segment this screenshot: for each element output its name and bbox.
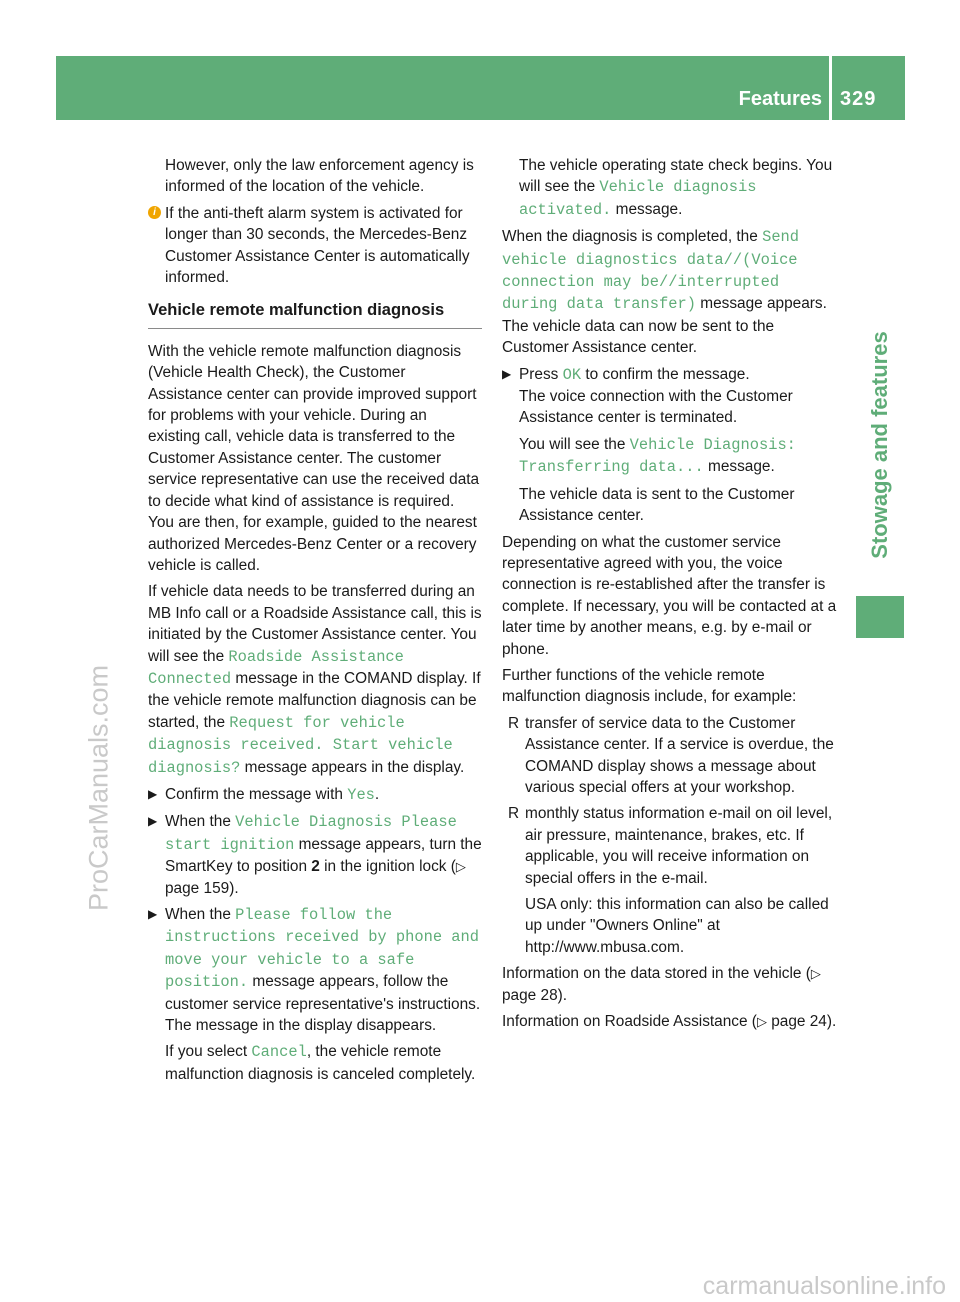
header-separator (829, 56, 832, 120)
display-message: Vehicle Diagnosis Please start ignition (165, 813, 457, 854)
section-heading: Vehicle remote malfunction diagnosis (148, 300, 482, 328)
paragraph: With the vehicle remote malfunction diagnosis (Vehicle Health Check), the Customer Assistance center can provide improved support for problems with your vehicle. During an existing call, vehicle data is transferred to the Customer Assistance center. The customer service representative can use the received data to decide what kind of assistance is required. You are then, for example, guided to the nearest authorized Mercedes-Benz Center or a recovery vehicle is called. (148, 342, 480, 574)
paragraph: If vehicle data needs to be transferred during an MB Info call or a Roadside Assistance call, this is initiated by the Customer Assistance center. You will see the Roadside Assistance Connected message in the COMAND display. If the vehicle remote malfunction diagnosis can be started, the Request for vehicle diagnosis received. Start vehicle diagnosis? message appears in the display. (148, 583, 482, 777)
display-message: Vehicle Diagnosis: Transferring data... (519, 435, 796, 477)
page-reference-icon: ▷ (455, 859, 466, 875)
right-column (502, 155, 838, 1037)
paragraph: Depending on what the customer service representative agreed with you, the voice connection is re-established after the transfer is complete. If necessary, you will be contacted at a later time by another means, e.g. by e-mail or phone. (502, 533, 837, 658)
paragraph: Further functions of the vehicle remote malfunction diagnosis include, for example: (502, 666, 797, 706)
bullet-item: R monthly status information e-mail on oil level, air pressure, maintenance, brakes, etc. If applicable, you will receive information on special offers in the e-mail. (508, 805, 833, 887)
paragraph: When the diagnosis is completed, the Send vehicle diagnostics data//(Voice connection may be//interrupted during data transfer) message appears. (502, 228, 827, 314)
step-item: ▶ When the Please follow the instructions received by phone and move your vehicle to a safe position. message appears, follow the customer service representative's instructions. The message in the display disappears. (148, 904, 482, 1036)
bullet-item: R transfer of service data to the Customer Assistance center. If a service is overdue, the COMAND display shows a message about various special offers at your workshop. (508, 714, 834, 796)
step-arrow-icon: ▶ (148, 907, 158, 921)
paragraph: The vehicle data can now be sent to the Customer Assistance center. (502, 317, 775, 357)
display-message: Send vehicle diagnostics data//(Voice connection may be//interrupted during data transfer) (502, 228, 800, 314)
step-item: ▶ Confirm the message with Yes. (148, 785, 380, 804)
step-paragraph: You will see the Vehicle Diagnosis: Transferring data... message. (519, 435, 796, 477)
info-note-text: If the anti-theft alarm system is activated for longer than 30 seconds, the Mercedes-Benz Customer Assistance Center is automatically informed. (165, 204, 470, 287)
display-message: Vehicle diagnosis activated. (519, 178, 757, 219)
step-result: The message in the display disappears. (165, 1017, 437, 1035)
step-arrow-icon: ▶ (148, 786, 158, 801)
display-message: Yes (347, 785, 375, 804)
page-reference-icon: ▷ (810, 966, 821, 982)
watermark-vertical: ProCarManuals.com (83, 664, 114, 912)
step-paragraph: If you select Cancel, the vehicle remote malfunction diagnosis is canceled completely. (165, 1043, 476, 1083)
page-reference-icon: ▷ (756, 1014, 767, 1030)
step-arrow-icon: ▶ (502, 366, 512, 381)
watermark-footer: carmanualsonline.info (702, 1272, 946, 1300)
display-message: OK (562, 365, 582, 384)
display-message: Please follow the instructions received by phone and move your vehicle to a safe position. (165, 906, 480, 992)
bullet-paragraph: USA only: this information can also be called up under "Owners Online" at http://www.mbusa.com. (525, 896, 829, 956)
section-title: Features (738, 88, 822, 110)
step-arrow-icon: ▶ (148, 814, 158, 829)
step-paragraph: The vehicle operating state check begins. You will see the Vehicle diagnosis activated. message. (519, 157, 833, 219)
page-number: 329 (840, 88, 877, 110)
info-icon: i (148, 206, 161, 219)
paragraph: Information on Roadside Assistance (▷ page 24). (502, 1013, 837, 1031)
chapter-side-label: Stowage and features (867, 331, 892, 559)
bullet-icon: R (508, 805, 520, 823)
chapter-tab-marker (856, 596, 904, 638)
step-item: ▶ When the Vehicle Diagnosis Please start ignition message appears, turn the SmartKey to position 2 in the ignition lock (▷ page 159). (148, 813, 482, 897)
display-message: Roadside Assistance Connected (148, 647, 404, 688)
paragraph: Information on the data stored in the vehicle (▷ page 28). (502, 965, 821, 1004)
info-note (148, 203, 482, 289)
left-column (148, 155, 482, 1090)
bullet-icon: R (508, 714, 520, 732)
display-message: Cancel (251, 1043, 307, 1062)
step-item: ▶ Press OK to confirm the message. The voice connection with the Customer Assistance center is terminated. (502, 364, 838, 429)
step-result: The voice connection with the Customer Assistance center is terminated. (519, 388, 793, 427)
step-paragraph: The vehicle data is sent to the Customer Assistance center. (519, 485, 795, 525)
display-message: Request for vehicle diagnosis received. Start vehicle diagnosis? (148, 713, 453, 777)
intro-paragraph: However, only the law enforcement agency is informed of the location of the vehicle. (165, 157, 474, 196)
